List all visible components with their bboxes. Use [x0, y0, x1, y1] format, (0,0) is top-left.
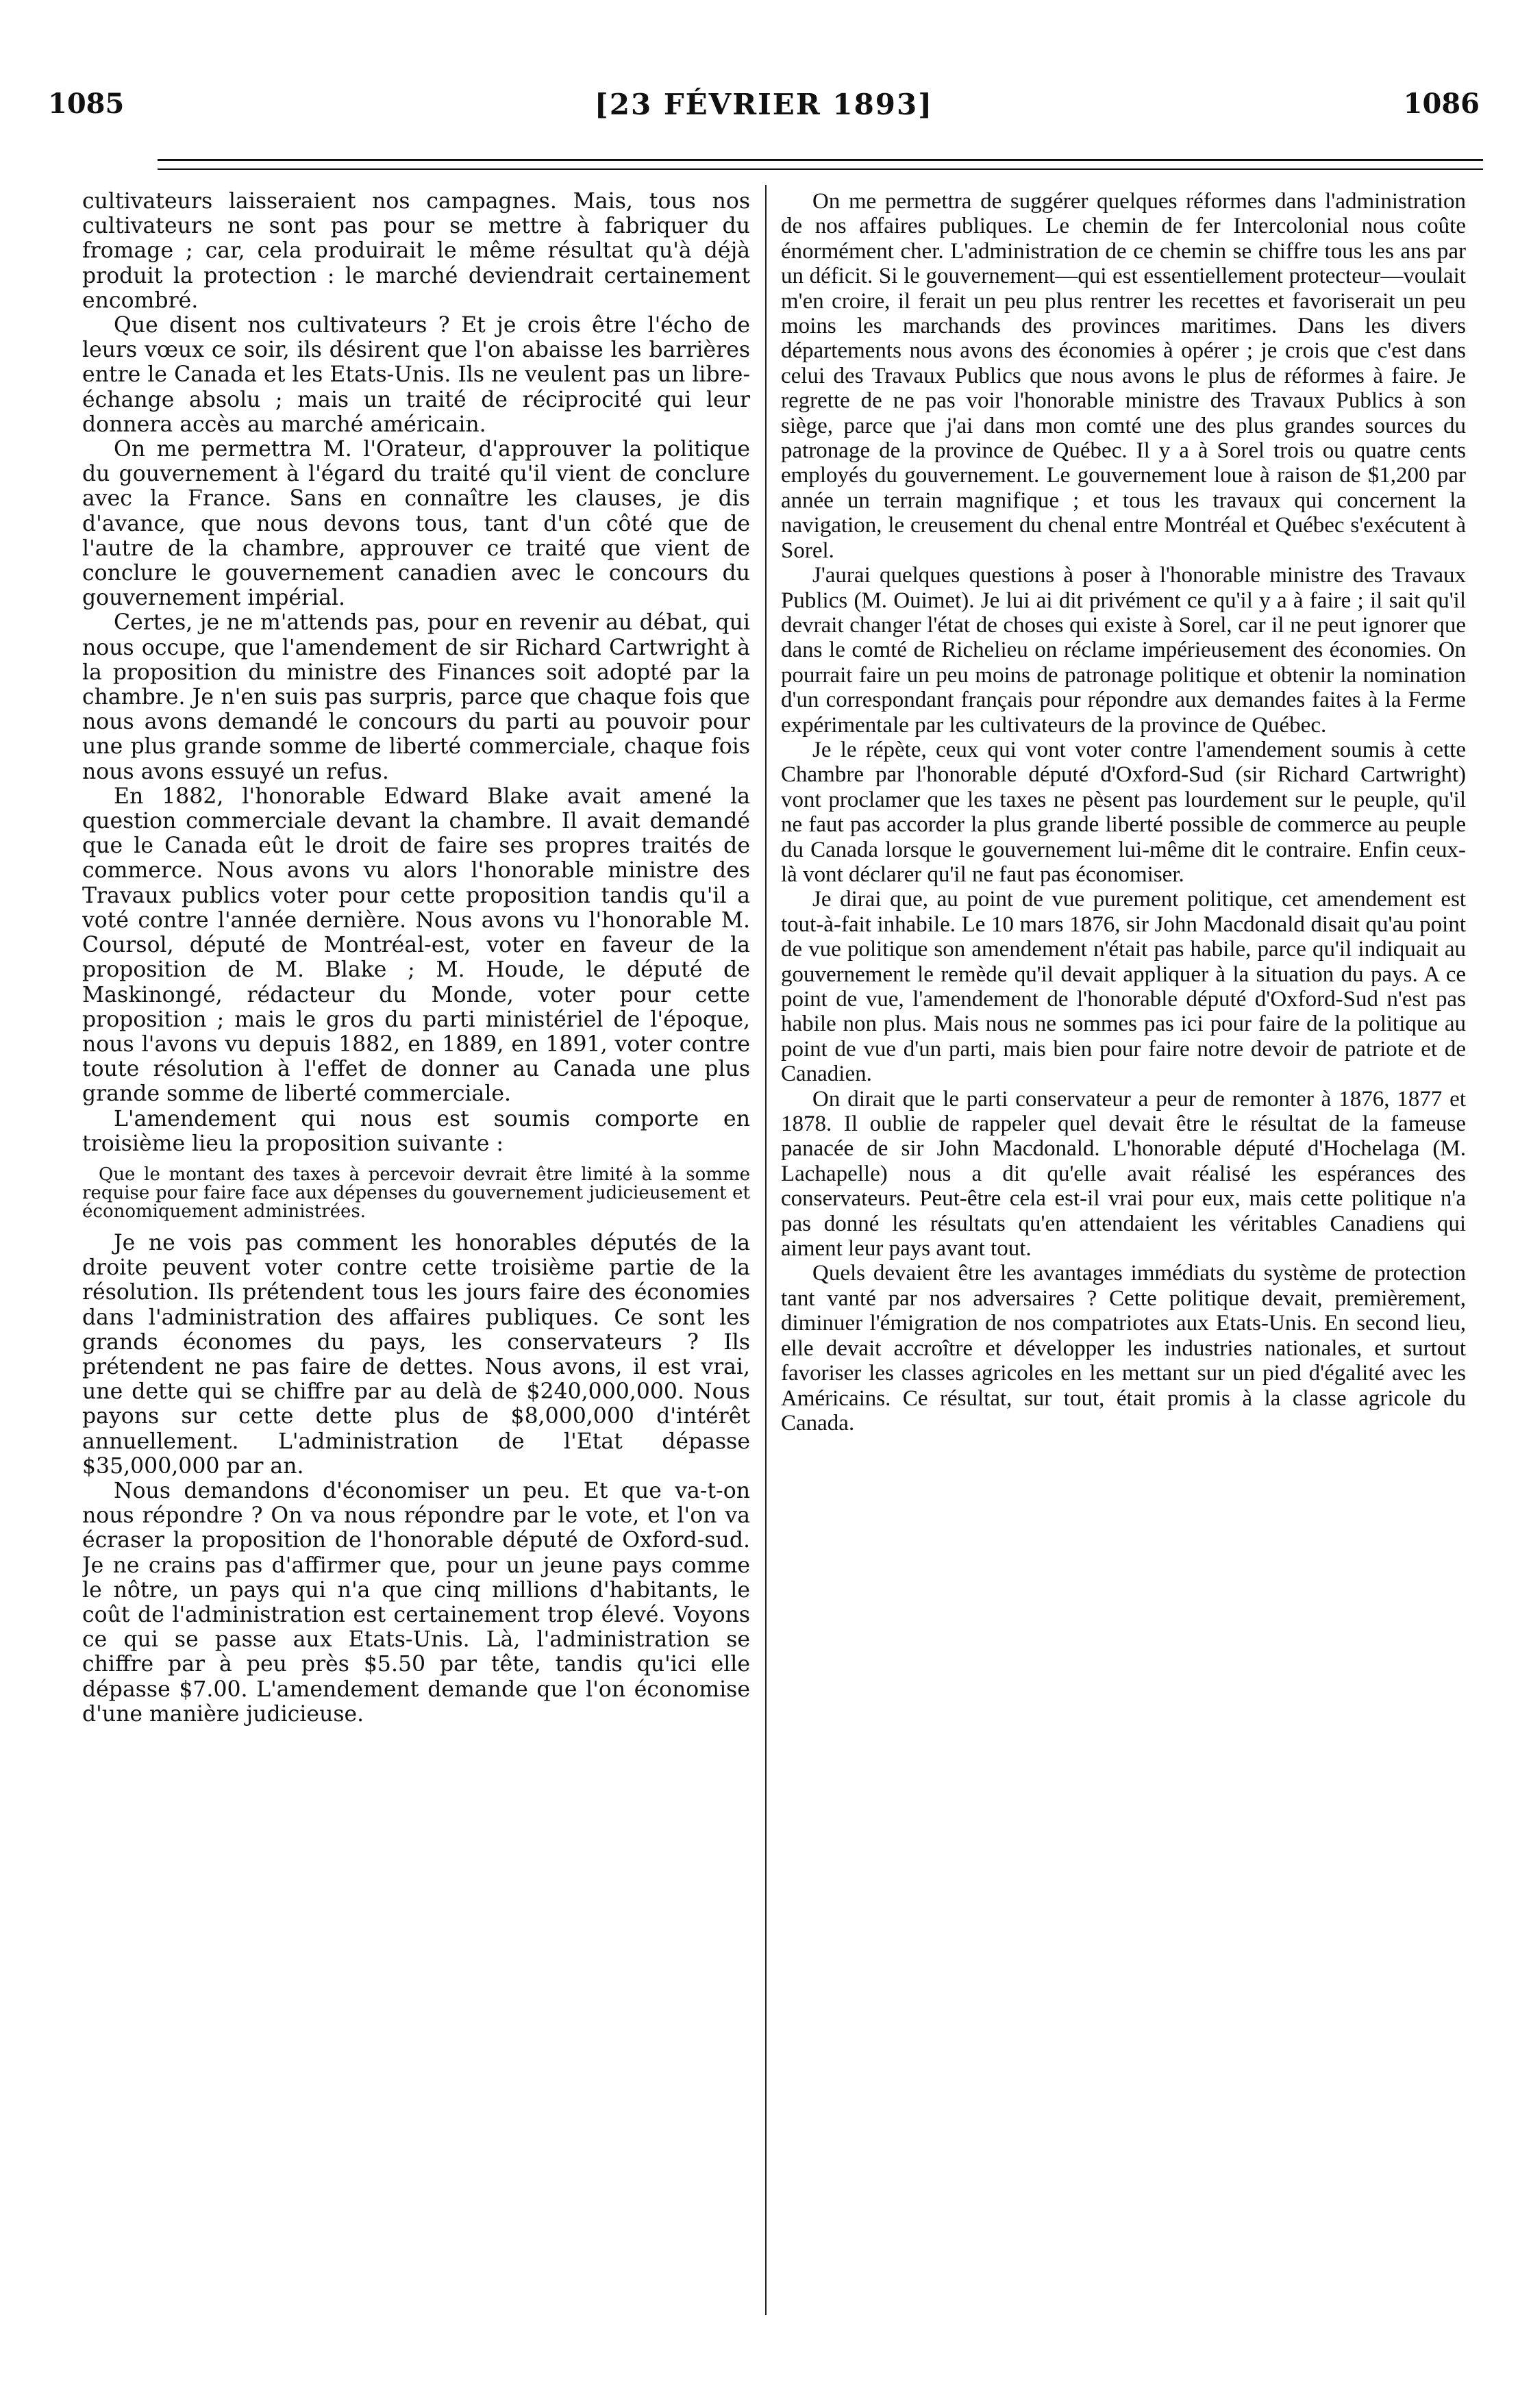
- header-rule-top: [158, 159, 1483, 161]
- left-paragraph: L'amendement qui nous est soumis comporte en troisième lieu la proposition suivante :: [82, 1106, 750, 1156]
- right-column: [781, 189, 1466, 2312]
- right-paragraph: J'aurai quelques questions à poser à l'honorable ministre des Travaux Publics (M. Ouimet). Je lui ai dit privément ce qu'il y a à faire ; il sait qu'il devrait changer l'état de choses qui existe à Sorel, car il ne peut ignorer que dans le comté de Richelieu on réclame impérieusement des économies. On pourrait faire un peu moins de patronage politique et obtenir la nomination d'un correspondant français pour répondre aux demandes faites à la Ferme expérimentale par les cultivateurs de la province de Québec.: [781, 563, 1466, 738]
- page-number-right: 1086: [1403, 88, 1480, 120]
- quoted-resolution: Que le montant des taxes à percevoir devrait être limité à la somme requise pour faire face aux dépenses du gouvernement judicieusement et économiquement administrées.: [82, 1164, 750, 1222]
- left-paragraph: On me permettra M. l'Orateur, d'approuver la politique du gouvernement à l'égard du traité qu'il vient de conclure avec la France. Sans en connaître les clauses, je dis d'avance, que nous devons tous, tant d'un côté que de l'autre de la chambre, approuver ce traité que vient de conclure le gouvernement canadien avec le concours du gouvernement impérial.: [82, 437, 750, 611]
- page-number-left: 1085: [48, 88, 125, 120]
- right-paragraph: Je dirai que, au point de vue purement politique, cet amendement est tout-à-fait inhabile. Le 10 mars 1876, sir John Macdonald disait qu'au point de vue politique son amendement n'était pas habile, parce qu'il indiquait au gouvernement le remède qu'il devait appliquer à la situation du pays. A ce point de vue, l'amendement de l'honorable député d'Oxford-Sud n'est pas habile non plus. Mais nous ne sommes pas ici pour faire de la politique au point de vue d'un parti, mais bien pour faire notre devoir de patriote et de Canadien.: [781, 887, 1466, 1087]
- right-paragraph: Quels devaient être les avantages immédiats du système de protection tant vanté par nos adversaires ? Cette politique devait, premièrement, diminuer l'émigration de nos compatriotes aux Etats-Unis. En second lieu, elle devait accroître et développer les industries nationales, et surtout favoriser les classes agricoles en les mettant sur un pied d'égalité avec les Américains. Ce résultat, sur tout, était promis à la classe agricole du Canada.: [781, 1261, 1466, 1435]
- left-paragraph: Nous demandons d'économiser un peu. Et que va-t-on nous répondre ? On va nous répondre par le vote, et l'on va écraser la proposition de l'honorable député de Oxford-sud. Je ne crains pas d'affirmer que, pour un jeune pays comme le nôtre, un pays qui n'a que cinq millions d'habitants, le coût de l'administration est certainement trop élevé. Voyons ce qui se passe aux Etats-Unis. Là, l'administration se chiffre par à peu près $5.50 par tête, tandis qu'ici elle dépasse $7.00. L'amendement demande que l'on économise d'une manière judicieuse.: [82, 1478, 750, 1727]
- left-column: [82, 189, 750, 2312]
- header-rule-bottom: [158, 168, 1483, 170]
- left-paragraph: cultivateurs laisseraient nos campagnes. Mais, tous nos cultivateurs ne sont pas pour se mettre à fabriquer du fromage ; car, cela produirait le même résultat qu'à déjà produit la protection : le marché deviendrait certainement encombré.: [82, 189, 750, 313]
- left-paragraph: En 1882, l'honorable Edward Blake avait amené la question commerciale devant la chambre. Il avait demandé que le Canada eût le droit de faire ses propres traités de commerce. Nous avons vu alors l'honorable ministre des Travaux publics voter pour cette proposition tandis qu'il a voté contre l'année dernière. Nous avons vu l'honorable M. Coursol, député de Montréal-est, voter en faveur de la proposition de M. Blake ; M. Houde, le député de Maskinongé, rédacteur du Monde, voter pour cette proposition ; mais le gros du parti ministériel de l'époque, nous l'avons vu depuis 1882, en 1889, en 1891, voter contre toute résolution à l'effet de donner au Canada une plus grande somme de liberté commerciale.: [82, 783, 750, 1107]
- left-paragraph: Je ne vois pas comment les honorables députés de la droite peuvent voter contre cette troisième partie de la résolution. Ils prétendent tous les jours faire des économies dans l'administration des affaires publiques. Ce sont les grands économes du pays, les conservateurs ? Ils prétendent ne pas faire de dettes. Nous avons, il est vrai, une dette qui se chiffre par au delà de $240,000,000. Nous payons sur cette dette plus de $8,000,000 d'intérêt annuellement. L'administration de l'Etat dépasse $35,000,000 par an.: [82, 1230, 750, 1479]
- left-paragraph: Certes, je ne m'attends pas, pour en revenir au débat, qui nous occupe, que l'amendement de sir Richard Cartwright à la proposition du ministre des Finances soit adopté par la chambre. Je n'en suis pas surpris, parce que chaque fois que nous avons demandé le concours du parti au pouvoir pour une plus grande somme de liberté commerciale, chaque fois nous avons essuyé un refus.: [82, 610, 750, 784]
- right-paragraph: Je le répète, ceux qui vont voter contre l'amendement soumis à cette Chambre par l'honorable député d'Oxford-Sud (sir Richard Cartwright) vont proclamer que les taxes ne pèsent pas lourdement sur le peuple, qu'il ne faut pas accorder la plus grande liberté possible de commerce au peuple du Canada lorsque le gouvernement lui-même dit le contraire. Enfin ceux-là vont déclarer qu'il ne faut pas économiser.: [781, 737, 1466, 887]
- page-header: [48, 88, 1480, 129]
- header-date: [23 FÉVRIER 1893]: [594, 88, 934, 121]
- left-paragraph: Que disent nos cultivateurs ? Et je crois être l'écho de leurs vœux ce soir, ils désirent que l'on abaisse les barrières entre le Canada et les Etats-Unis. Ils ne veulent pas un libre-échange absolu ; mais un traité de réciprocité qui leur donnera accès au marché américain.: [82, 313, 750, 437]
- column-divider: [765, 185, 767, 2315]
- right-paragraph: On me permettra de suggérer quelques réformes dans l'administration de nos affaires publiques. Le chemin de fer Intercolonial nous coûte énormément cher. L'administration de ce chemin se chiffre tous les ans par un déficit. Si le gouvernement—qui est essentiellement protecteur—voulait m'en croire, il ferait un peu plus rentrer les recettes et favoriserait un peu moins les marchands des provinces maritimes. Dans les divers départements nous avons des économies à opérer ; je crois que c'est dans celui des Travaux Publics que nous avons le plus de réformes à faire. Je regrette de ne pas voir l'honorable ministre des Travaux Publics à son siège, parce que j'ai dans mon comté une des plus grandes sources du patronage de la province de Québec. Il y a à Sorel trois ou quatre cents employés du gouvernement. Le gouvernement loue à raison de $1,200 par année un terrain magnifique ; et tous les travaux qui concernent la navigation, le creusement du chenal entre Montréal et Québec s'exécutent à Sorel.: [781, 189, 1466, 563]
- right-paragraph: On dirait que le parti conservateur a peur de remonter à 1876, 1877 et 1878. Il oublie de rappeler quel devait être le résultat de la fameuse panacée de sir John Macdonald. L'honorable député d'Hochelaga (M. Lachapelle) nous a dit qu'elle avait réalisé les espérances des conservateurs. Peut-être cela est-il vrai pour eux, mais cette politique n'a pas donné les résultats qu'en attendaient les véritables Canadiens qui aiment leur pays avant tout.: [781, 1086, 1466, 1262]
